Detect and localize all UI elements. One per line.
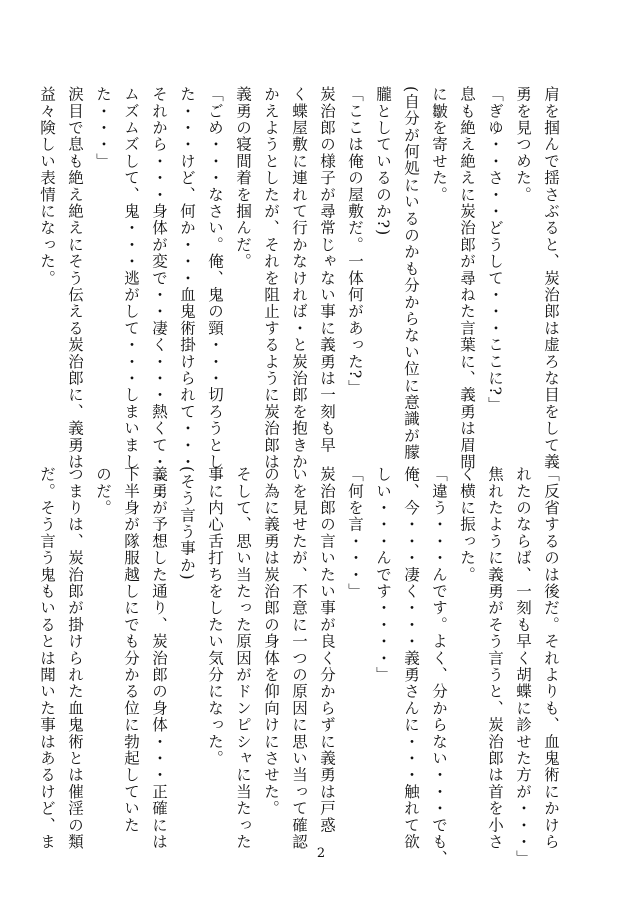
text-column: 義勇が予想した通り、炭治郎の身体・・・正確には: [150, 466, 168, 851]
text-column: 「ごめ・・・なさい。俺、鬼の頸・・・切ろうとし: [206, 86, 224, 471]
text-column: 涙目で息も絶え絶えにそう伝える炭治郎に、義勇は: [66, 86, 84, 471]
text-column: に皺を寄せた。: [430, 86, 448, 203]
text-column: いを見せたが、不意に一つの原因に思い当って確認: [290, 466, 308, 851]
text-column: 「違う・・・んです。よく、分からない・・・でも、: [430, 466, 448, 867]
page-number: 2: [316, 846, 326, 861]
text-column: のだ。: [94, 466, 112, 517]
lower-text-block: [38, 466, 565, 867]
text-column: た・・・けど、何か・・・血鬼術掛けられて・・・: [178, 86, 196, 471]
text-column: の為に義勇は炭治郎の身体を仰向けにさせた。: [262, 466, 280, 817]
text-column: 「何を言・・・」: [346, 466, 364, 600]
text-column: く横に振った。: [458, 466, 476, 583]
text-column: た・・・」: [94, 86, 112, 170]
text-column: そして、思い当たった原因がドンピシャに当たった: [234, 466, 252, 851]
text-column: 朧としているのか?): [374, 86, 392, 237]
text-column: 下半身が隊服越しにでも分かる位に勃起していた: [122, 466, 140, 834]
text-column: 事に内心舌打ちをしたい気分になった。: [206, 466, 224, 767]
text-column: 炭治郎の言いたい事が良く分からずに義勇は戸惑: [318, 466, 336, 834]
text-column: 勇を見つめた。: [514, 86, 532, 203]
text-column: つまりは、炭治郎が掛けられた血鬼術とは催淫の類: [66, 466, 84, 851]
text-column: だ。そう言う鬼もいるとは聞いた事はあるけど、ま: [38, 466, 56, 851]
text-column: 「ぎゆ・・さ・・どうして・・・ここに?」: [486, 86, 504, 413]
text-column: しい・・・んです・・・・」: [374, 466, 392, 684]
text-column: ムズムズして、鬼・・・逃がして・・・しまいまし: [122, 86, 140, 471]
text-column: 焦れたように義勇がそう言うと、炭治郎は首を小さ: [486, 466, 504, 851]
text-column: 俺、今・・・凄く・・・義勇さんに・・・触れて欲: [402, 466, 420, 851]
text-column: 息も絶え絶えに炭治郎が尋ねた言葉に、義勇は眉間: [458, 86, 476, 471]
text-column: 義勇の寝間着を掴んだ。: [234, 86, 252, 270]
text-column: 益々険しい表情になった。: [38, 86, 56, 287]
text-column: 「反省するのは後だ。それよりも、血鬼術にかけら: [542, 466, 560, 851]
text-column: く蝶屋敷に連れて行かなければ・と炭治郎を抱きか: [290, 86, 308, 471]
text-column: れたのならば、一刻も早く胡蝶に診せた方が・・・」: [514, 466, 532, 867]
text-column: 炭治郎の様子が尋常じゃない事に義勇は一刻も早: [318, 86, 336, 454]
text-column: 肩を掴んで揺さぶると、炭治郎は虚ろな目をして義: [542, 86, 560, 471]
text-column: かえようとしたが、それを阻止するように炭治郎は: [262, 86, 280, 471]
text-column: (自分が何処にいるのかも分からない位に意識が朦: [402, 86, 420, 461]
text-column: それから・・・身体が変で・・凄く・・・熱くて・・・: [150, 86, 168, 504]
text-column: 「ここは俺の屋敷だ。一体何があった?」: [346, 86, 364, 397]
text-column: (そう言う事か): [178, 466, 196, 581]
